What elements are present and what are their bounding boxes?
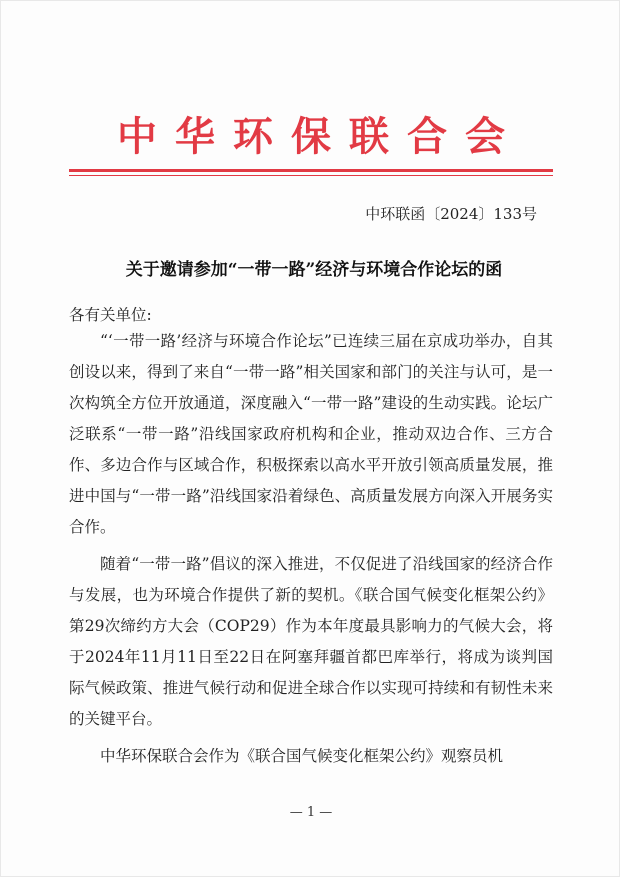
organization-letterhead: 中华环保联合会 (117, 113, 523, 160)
body-paragraph-1: “‘一带一路’经济与环境合作论坛”已连续三届在京成功举办，自其创设以来，得到了来自“一带一路”相关国家和部门的关注与认可，是一次构筑全方位开放通道，深度融入“一带一路”建设的生动实践。论坛广泛联系“一带一路”沿线国家政府机构和企业，推动双边合作、三方合作、多边合作与区域合作，积极探索以高水平开放引领高质量发展，推进中国与“一带一路”沿线国家沿着绿色、高质量发展方向深入开展务实合作。 (69, 332, 553, 536)
document-number: 中环联函〔2024〕133号 (365, 205, 537, 223)
body-paragraph-2: 随着“一带一路”倡议的深入推进，不仅促进了沿线国家的经济合作与发展，也为环境合作提供了新的契机。《联合国气候变化框架公约》第29次缔约方大会（COP29）作为本年度最具影响力的气候大会，将于2024年11月11日至22日在阿塞拜疆首都巴库举行，将成为谈判国际气候政策、推进气候行动和促进全球合作以实现可持续和有韧性未来的关键平台。 (69, 555, 553, 728)
salutation: 各有关单位: (69, 306, 152, 324)
page-number: — 1 — (289, 805, 333, 820)
body-paragraph-3: 中华环保联合会作为《联合国气候变化框架公约》观察员机 (100, 747, 504, 765)
letterhead-rule-thin (69, 175, 553, 176)
letterhead-rule-thick (69, 169, 553, 172)
letter-title: 关于邀请参加“一带一路”经济与环境合作论坛的函 (125, 260, 503, 280)
